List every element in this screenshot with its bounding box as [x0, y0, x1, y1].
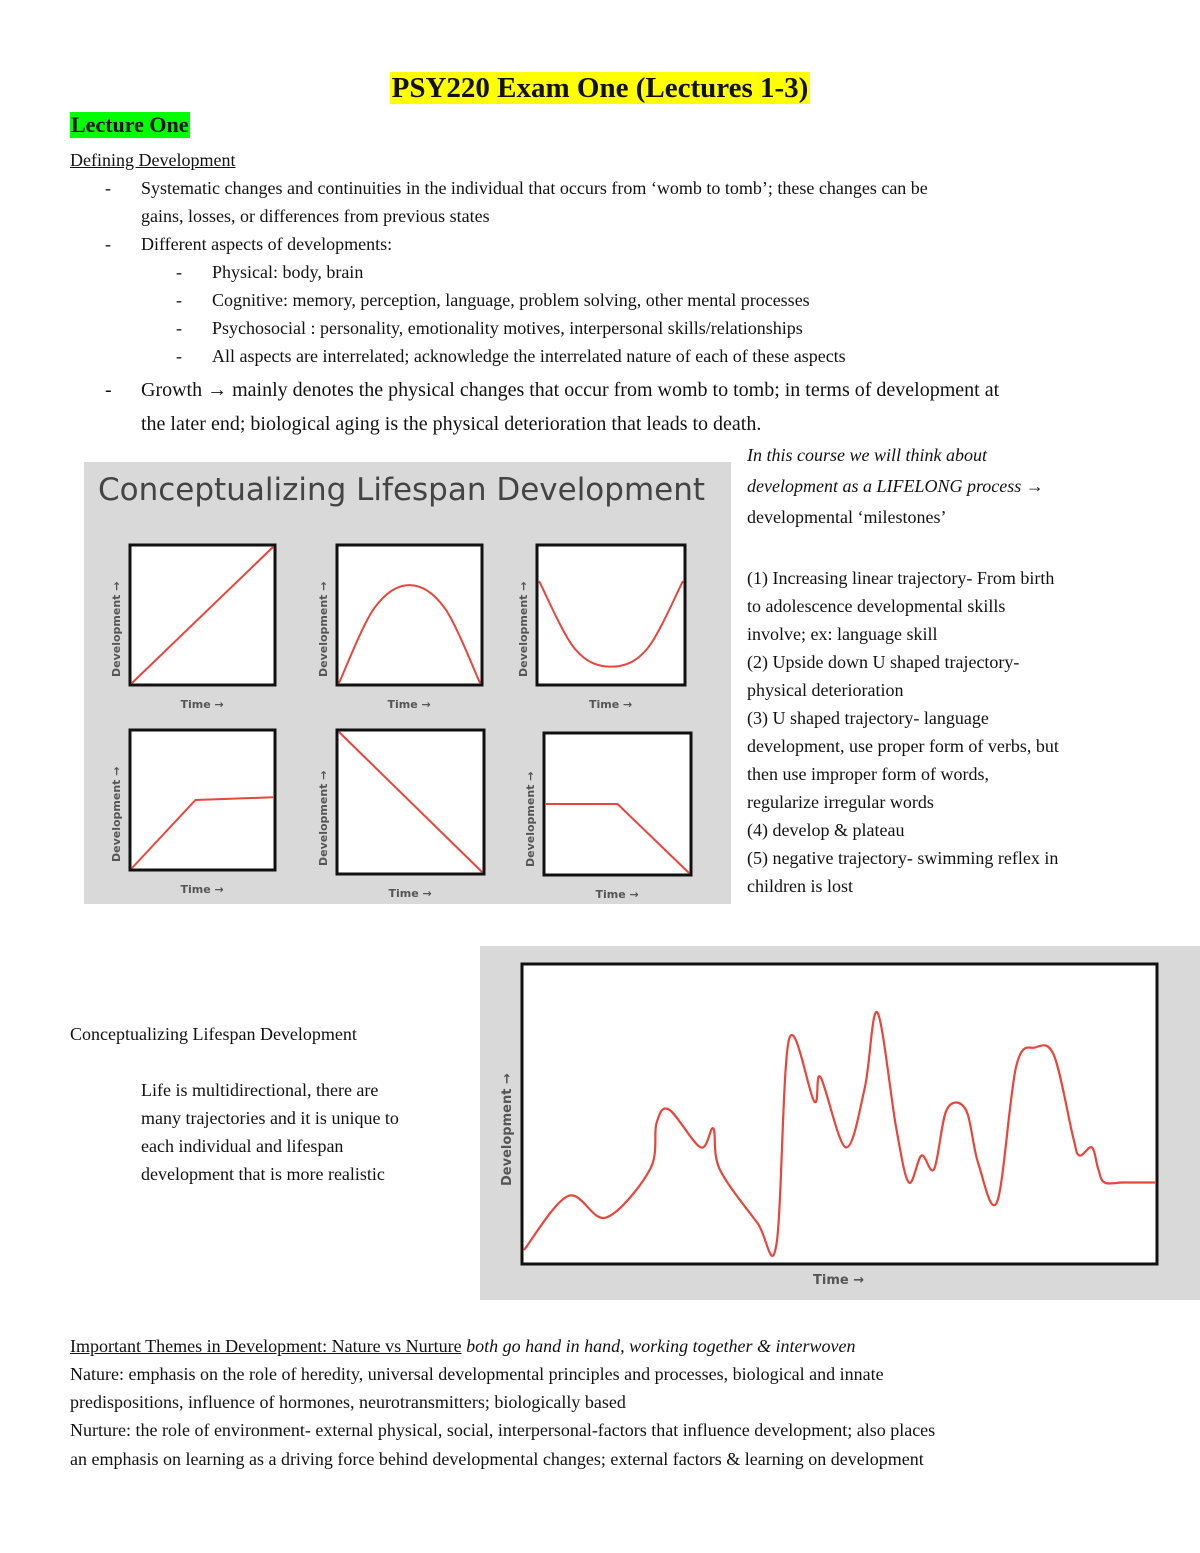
- figure-title: Conceptualizing Lifespan Development: [98, 472, 706, 508]
- bullet-dash: -: [105, 379, 112, 401]
- panel-frame-inverted-u: [337, 545, 482, 685]
- panel-frame-u-shaped: [537, 545, 685, 685]
- nurture-text: an emphasis on learning as a driving force behind developmental changes; external factors & learning on development: [70, 1449, 924, 1469]
- side-note-line: (2) Upside down U shaped trajectory-: [747, 652, 1020, 672]
- x-axis-label: Time →: [180, 698, 224, 711]
- side-note-line: children is lost: [747, 876, 853, 896]
- bullet-text: gains, losses, or differences from previous states: [141, 206, 490, 226]
- themes-heading-note: both go hand in hand, working together & interwoven: [466, 1336, 856, 1356]
- side-note-line: then use improper form of words,: [747, 764, 989, 784]
- nurture-text: Nurture: the role of environment- external physical, social, interpersonal-factors that influence development; also places: [70, 1420, 936, 1440]
- side-note-intro: developmental ‘milestones’: [747, 507, 947, 527]
- x-axis-label: Time →: [589, 698, 633, 711]
- multi-description-line: each individual and lifespan: [141, 1136, 344, 1156]
- sub-bullet-dash: -: [176, 318, 182, 338]
- y-axis-label: Development →: [500, 1073, 515, 1186]
- side-note-line: (4) develop & plateau: [747, 820, 905, 840]
- bullet-text: the later end; biological aging is the physical deterioration that leads to death.: [141, 413, 762, 435]
- bullet-text: Growth → mainly denotes the physical changes that occur from womb to tomb; in terms of development at: [141, 379, 1000, 401]
- x-axis-label: Time →: [813, 1273, 865, 1288]
- side-note-line: to adolescence developmental skills: [747, 596, 1006, 616]
- sub-bullet-text: Psychosocial : personality, emotionality motives, interpersonal skills/relationships: [212, 318, 803, 338]
- nature-text: Nature: emphasis on the role of heredity, universal developmental principles and processes, biological and innate: [70, 1364, 884, 1384]
- y-axis-label: Development →: [317, 770, 330, 866]
- themes-heading: Important Themes in Development: Nature vs Nurture: [70, 1336, 462, 1356]
- side-note-line: (3) U shaped trajectory- language: [747, 708, 989, 728]
- sub-bullet-dash: -: [176, 262, 182, 282]
- sub-bullet-text: Cognitive: memory, perception, language, problem solving, other mental processes: [212, 290, 810, 310]
- bullet-dash: -: [105, 178, 111, 198]
- side-note-line: (5) negative trajectory- swimming reflex in: [747, 848, 1059, 868]
- multi-description-line: many trajectories and it is unique to: [141, 1108, 399, 1128]
- x-axis-label: Time →: [180, 883, 224, 896]
- lecture-heading: Lecture One: [71, 112, 189, 137]
- y-axis-label: Development →: [517, 581, 530, 677]
- multi-description: [141, 1076, 471, 1188]
- y-axis-label: Development →: [524, 771, 537, 867]
- sub-bullet-text: All aspects are interrelated; acknowledge the interrelated nature of each of these aspects: [212, 346, 846, 366]
- sub-bullet-dash: -: [176, 290, 182, 310]
- y-axis-label: Development →: [110, 766, 123, 862]
- side-note-line: involve; ex: language skill: [747, 624, 938, 644]
- defining-development-heading: Defining Development: [70, 150, 236, 170]
- x-axis-label: Time →: [595, 888, 639, 901]
- sub-bullet-dash: -: [176, 346, 182, 366]
- multidirectional-svg: [480, 946, 1200, 1300]
- side-note-line: (1) Increasing linear trajectory- From birth: [747, 568, 1055, 588]
- y-axis-label: Development →: [110, 581, 123, 677]
- multi-heading: Conceptualizing Lifespan Development: [70, 1024, 357, 1044]
- x-axis-label: Time →: [388, 887, 432, 900]
- bullet-text: Different aspects of developments:: [141, 234, 393, 254]
- themes-heading-line: [70, 1332, 856, 1360]
- y-axis-label: Development →: [317, 581, 330, 677]
- trajectories-figure: [84, 462, 731, 904]
- trajectories-svg: [84, 462, 731, 904]
- side-note-line: physical deterioration: [747, 680, 904, 700]
- bullet-text: Systematic changes and continuities in the individual that occurs from ‘womb to tomb’; these changes can be: [141, 178, 928, 198]
- x-axis-label: Time →: [387, 698, 431, 711]
- nature-text: predispositions, influence of hormones, neurotransmitters; biologically based: [70, 1392, 626, 1412]
- side-note-line: development, use proper form of verbs, but: [747, 736, 1059, 756]
- sub-bullet-text: Physical: body, brain: [212, 262, 364, 282]
- multi-description-line: Life is multidirectional, there are: [141, 1080, 379, 1100]
- bullet-dash: -: [105, 234, 111, 254]
- multidirectional-figure: [480, 946, 1200, 1300]
- side-note-intro: development as a LIFELONG process →: [747, 476, 1044, 496]
- page-title: PSY220 Exam One (Lectures 1-3): [391, 72, 809, 104]
- side-notes-list: [747, 564, 1167, 900]
- side-note-line: regularize irregular words: [747, 792, 934, 812]
- multi-chart-frame: [522, 964, 1157, 1264]
- side-note-intro: In this course we will think about: [747, 445, 987, 465]
- multi-description-line: development that is more realistic: [141, 1164, 385, 1184]
